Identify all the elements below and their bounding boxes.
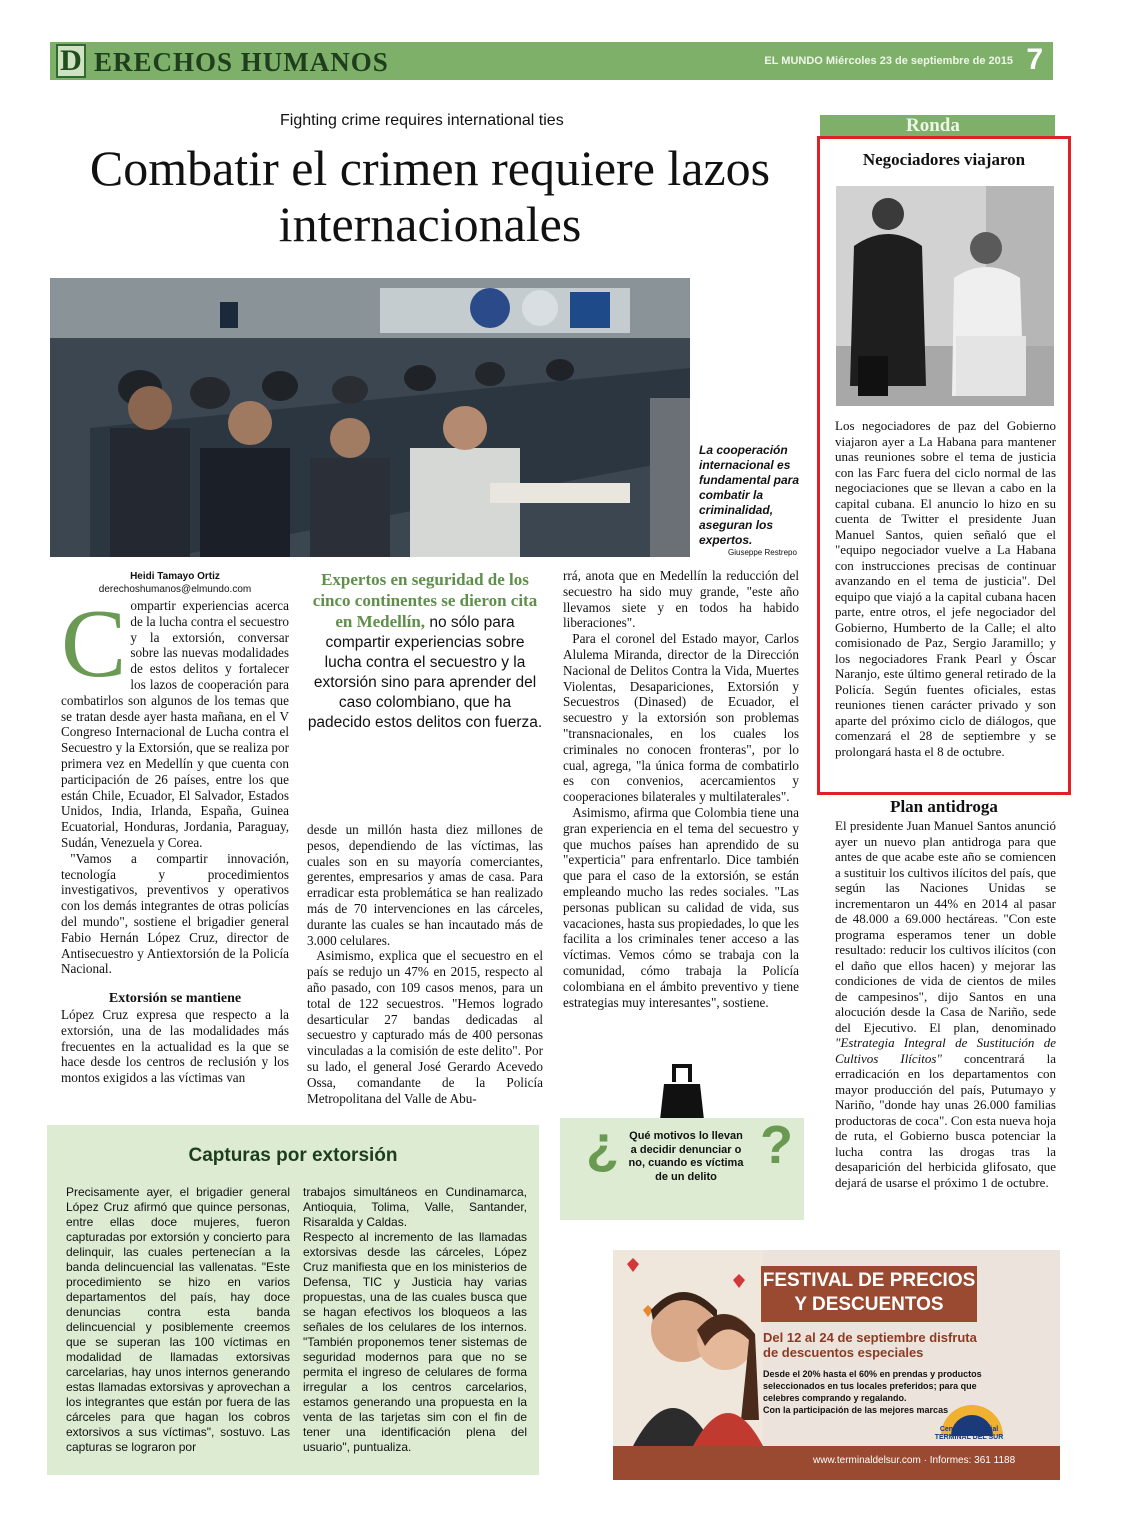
paragraph: Respecto al incremento de las llamadas extorsivas desde las cárceles, López Cruz manifiesta que en los ministerios de Defensa, TIC y Justicia hay varias propuestas, una de las cuales busca que se hagan efectivos los bloqueos a las señales de los celulares de los internos. "También proponemos tener sistemas de seguridad modernos para que no se permita el ingreso de celulares de forma irregular a los centros carcelarios, estamos generando una propuesta en la venta de las tarjetas sim con el fin de tener una identificación plena del usuario", puntualiza. — [303, 1230, 527, 1454]
plan-text-part-1: El presidente Juan Manuel Santos anunció ayer un nuevo plan antidroga para que antes de que acabe este año se comiencen a sustituir los cultivos ilícitos del país, que según las Naciones Unidas se incrementaron un 44% en 2014 al pasar de 48.000 a 69.000 hectáreas. "Con este programa esperamos tener un doble resultado: reducir los cultivos ilícitos (con el daño que ellos hacen) y mejorar las condiciones de vida de cientos de miles de campesinos", dijo Santos en una alocución desde la Casa de Nariño, sede del Ejecutivo. El plan, denominado — [835, 818, 1056, 1035]
advertisement[interactable] — [613, 1250, 1060, 1480]
plan-title: Plan antidroga — [890, 797, 998, 816]
capturas-column-2 — [303, 1185, 527, 1455]
paragraph: desde un millón hasta diez millones de pesos, dependiendo de las víctimas, las cuales son en su mayoría comerciantes, gerentes, empresarios y amas de casa. Para erradicar esta problemática se han realizado más de 70 intervenciones en las cárceles, durante las cuales se han incautado más de 3.000 celulares. — [307, 822, 543, 948]
ad-title-band — [761, 1266, 977, 1322]
sidebar-section-title: Ronda — [906, 115, 960, 136]
plan-text-part-2: concentrará la erradicación en los departamentos con mayor producción del país, Putumayo y Nariño, "donde hay unas 26.000 familias productoras de coca". Con esta nueva hoja de ruta, el Gobierno busca potenciar la lucha contra las drogas tras la desaparición del herbicida glifosato, que dejará de usarse el próximo 1 de octubre. — [835, 1050, 1056, 1190]
plan-column — [835, 818, 1056, 1190]
author-email[interactable]: derechoshumanos@elmundo.com — [98, 584, 252, 595]
ad-footer-text[interactable]: www.terminaldelsur.com · Informes: 361 1188 — [813, 1455, 1016, 1466]
paragraph: "Vamos a compartir innovación, tecnología y procedimientos investigativos, preventivos y operativos con los demás integrantes de otras policías del mundo", sostiene el brigadier general Fabio Hernán López Cruz, director de Antisecuestro y Antiextorsión de la Policía Nacional. — [61, 850, 289, 977]
photo-caption: La cooperación internacional es fundamental para combatir la criminalidad, aseguran los expertos. — [699, 443, 800, 547]
capturas-title: Capturas por extorsión — [188, 1145, 398, 1166]
ad-title-line-2: Y DESCUENTOS — [794, 1294, 944, 1315]
capturas-column-1 — [66, 1185, 290, 1455]
author-name: Heidi Tamayo Ortiz — [130, 571, 220, 582]
article-column-1 — [61, 590, 289, 1086]
issue-date: EL MUNDO Miércoles 23 de septiembre de 2015 — [764, 55, 1013, 67]
conference-photo — [50, 278, 690, 557]
nego-column — [835, 418, 1056, 759]
section-header-bar — [50, 42, 1053, 80]
question-close-mark: ? — [760, 1115, 793, 1175]
paragraph: Asimismo, explica que el secuestro en el país se redujo un 47% en 2015, respecto al año pasado, con 109 casos menos, para un total de 122 secuestros. "Hemos logrado desarticular 27 bandas dedicadas al secuestro y capturado más de 400 personas vinculadas a la comisión de este delito". Por su lado, el general José Gerardo Acevedo Ossa, comandante de la Policía Metropolitana del Valle de Abu- — [307, 948, 543, 1106]
pull-quote-text: no sólo para compartir experiencias sobre lucha contra el secuestro y la extorsión sino para aprender del caso colombiano, que ha padecido estos delitos con fuerza. — [307, 614, 543, 731]
paragraph: López Cruz expresa que respecto a la extorsión, una de las modalidades más frecuentes en la actualidad es la que se hace desde los centros de reclusión y los montos exigidos a las víctimas van — [61, 1006, 289, 1086]
pull-quote-highlight: Expertos en seguridad de los cinco continentes se dieron cita en Medellín, — [312, 570, 538, 631]
headline: Combatir el crimen requiere lazos internacionales — [89, 140, 771, 252]
nego-title: Negociadores viajaron — [862, 150, 1026, 169]
negotiators-illustration — [836, 186, 1054, 406]
conference-illustration — [50, 278, 690, 557]
question-text: Qué motivos lo llevan a decidir denunciar o no, cuando es víctima de un delito — [628, 1130, 744, 1183]
ad-title-line-1: FESTIVAL DE PRECIOS — [762, 1270, 976, 1291]
page-number: 7 — [1026, 43, 1043, 76]
paragraph: Para el coronel del Estado mayor, Carlos Alulema Miranda, director de la Dirección Nacional de Delitos Contra la Vida, Muertes Violentas, Desapariciones, Extorsión y Secuestros (Dinased) de Ecuador, el secuestro y la extorsión son problemas "transnacionales, en los cuales los criminales no conocen fronteras", por lo cual, agrega, "la única forma de combatirlo es con convenios, acercamientos y cooperaciones bilaterales y multilaterales". — [563, 631, 799, 805]
ad-couple-illustration — [613, 1250, 763, 1446]
article-column-2 — [307, 822, 543, 1106]
binder-clip-icon — [658, 1062, 706, 1120]
question-box — [560, 1115, 804, 1220]
ad-subtitle: Del 12 al 24 de septiembre disfruta de descuentos especiales — [763, 1330, 977, 1360]
drop-cap: C — [61, 590, 127, 698]
paragraph: Precisamente ayer, el brigadier general López Cruz afirmó que quince personas, entre ellas doce mujeres, fueron capturadas por extorsión y concierto para delinquir, las cuales pertenecían a la banda delincuencial las vallenatas. "Este procedimiento se hizo en varios departamentos del país, hay doce denuncias contra esta banda delincuencial y posiblemente creemos que se superan las 100 víctimas en modalidad de llamadas extorsivas carcelarias, hay unos internos generando estas llamadas extorsivas y aprovechan a los integrantes que están por fuera de las cárceles para que hagan los cobros extorsivos a sus víctimas", sostuvo. Las capturas se lograron por — [66, 1185, 290, 1454]
kicker: Fighting crime requires international ties — [280, 112, 564, 129]
capturas-box — [47, 1125, 539, 1475]
paragraph — [835, 818, 1056, 1190]
paragraph: trabajos simultáneos en Cundinamarca, Antioquia, Tolima, Valle, Santander, Risaralda y Caldas. — [303, 1185, 527, 1229]
negotiators-photo — [836, 186, 1054, 406]
plan-text-italic: "Estrategia Integral de Sustitución de Cultivos Ilícitos" — [835, 1035, 1056, 1066]
paragraph: Los negociadores de paz del Gobierno viajaron ayer a La Habana para mantener unas reuniones sobre el tema de justicia con las Farc fuera del ciclo normal de las negociaciones que se llevan a cabo en la capital cubana. El anuncio lo hizo en su cuenta de Twitter el presidente Juan Manuel Santos, quien señaló que el "equipo negociador vuelve a La Habana con instrucciones precisas de continuar avanzando en el tema de justicia". Del equipo que viajó a la capital cubana hacen parte, entre otros, el jefe negociador del Gobierno, Humberto de la Calle; el alto comisionado de Paz, Sergio Jaramillo; y los negociadores Frank Pearl y Óscar Naranjo, este último general retirado de la Policía. Según fuentes oficiales, estas reuniones tienen carácter privado y son aparte del próximo ciclo de diálogos, que comenzará el 28 de septiembre y se prolongará hasta el 8 de octubre. — [835, 418, 1056, 759]
photo-credit: Giuseppe Restrepo — [728, 548, 797, 557]
article-column-3 — [563, 568, 799, 1010]
ad-body-line-2: Con la participación de las mejores marcas — [763, 1405, 949, 1415]
subheading: Extorsión se mantiene — [108, 991, 242, 1007]
paragraph: rrá, anota que en Medellín la reducción del secuestro ha sido muy grande, "este año llevamos siete y en todos ha habido liberaciones". — [563, 568, 799, 631]
pull-quote — [307, 570, 543, 733]
ad-body-line-1: Desde el 20% hasta el 60% en prendas y productos seleccionados en tus locales preferidos; para que celebres comprando y regalando. — [763, 1369, 982, 1403]
question-open-mark: ¿ — [586, 1115, 619, 1175]
paragraph: ompartir experiencias acerca de la lucha contra el secuestro y la extorsión, conversar sobre las nuevas modalidades de estos delitos y fortalecer los lazos de cooperación para combatirlos son algunos de los temas que se tratan desde ayer hasta mañana, en el V Congreso Internacional de Lucha contra el Secuestro y la Extorsión, que se realiza por primera vez en Medellín y que cuenta con participación de 26 países, entre los que están Chile, Ecuador, El Salvador, Estados Unidos, India, Irlanda, España, Guinea Ecuatorial, Honduras, Jordania, Paraguay, Sudán, Venezuela y Corea. — [61, 598, 289, 850]
paragraph: Asimismo, afirma que Colombia tiene una gran experiencia en el tema del secuestro y que muchos países han aprendido de su "experticia" para enfrentarlo. Dice también que para el caso de la extorsión, se están empleando mucho las redes sociales. "Las personas publican su calidad de vida, sus vacaciones, hasta sus propiedades, lo que les facilita a los criminales tener acceso a las víctimas. Vemos cómo se trabaja con la comunidad, cómo trabaja la Policía colombiana en el ámbito preventivo y tiene estrategias muy interesantes", sostiene. — [563, 804, 799, 1010]
sidebar-section-bar — [820, 115, 1055, 137]
mall-logo-text: Centro Comercial TERMINAL DEL SUR — [934, 1426, 1004, 1441]
section-title: ERECHOS HUMANOS — [94, 47, 389, 77]
section-initial: D — [56, 44, 86, 78]
ad-footer-band — [613, 1446, 1060, 1480]
